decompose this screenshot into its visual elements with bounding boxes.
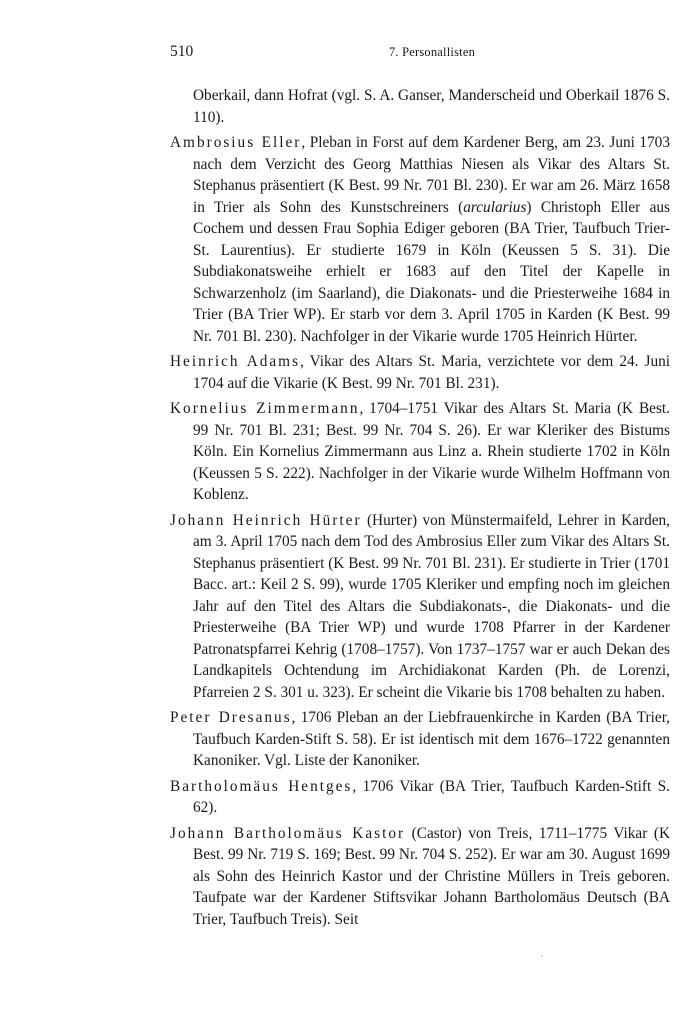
entry-text: , 1706 Vikar (BA Trier, Taufbuch Karden-Stift S. 62). bbox=[193, 777, 670, 816]
entry-text: (Castor) von Treis, 1711–1775 Vikar (K Best. 99 Nr. 719 S. 169; Best. 99 Nr. 704 S. 252). Er war am 30. August 1699 als Sohn des Heinrich Kastor und der Christine Müllers in Treis geboren. Taufpate war der Kardener Stiftsvikar Johann Bartholomäus Deutsch (BA Trier, Taufbuch Treis). Seit bbox=[193, 824, 671, 928]
latin-term: arcularius bbox=[463, 198, 527, 216]
entry-peter-dresanus bbox=[170, 707, 670, 772]
entry-johann-bartholomaeus-kastor bbox=[170, 823, 670, 931]
running-head: 7. Personallisten bbox=[388, 45, 476, 59]
entry-text: , Vikar des Altars St. Maria, verzichtete vor dem 24. Juni 1704 auf die Vikarie (K Best. 99 Nr. 701 Bl. 231). bbox=[193, 353, 670, 392]
page-number: 510 bbox=[170, 43, 194, 60]
entry-text: (Hurter) von Münstermaifeld, Lehrer in Karden, am 3. April 1705 nach dem Tod des Ambrosius Eller zum Vikar des Altars St. Stephanus präsentiert (K Best. 99 Nr. 701 Bl. 231). Er studierte in Trier (1701 Bacc. art.: Keil 2 S. 99), wurde 1705 Kleriker und empfing noch im gleichen Jahr auf den Titel des Altars die Subdiakonats-, die Diakonats- und die Priesterweihe (BA Trier WP) und wurde 1708 Pfarrer in der Kardener Patronatspfarrei Kehrig (1708–1757). Von 1737–1757 war er auch Dekan des Landkapitels Ochtendung im Archidiakonat Karden (Ph. de Lorenzi, Pfarreien 2 S. 301 u. 323). Er scheint die Vikarie bis 1708 behalten zu haben. bbox=[193, 511, 670, 701]
entry-text: , Pleban in Forst auf dem Kardener Berg, am 23. Juni 1703 nach dem Verzicht des Georg Matthias Niesen als Vikar des Altars St. Stephanus präsentiert (K Best. 99 Nr. 701 Bl. 230). Er war am 26. März 1658 in Trier als Sohn des Kunstschreiners ( bbox=[193, 134, 670, 216]
entry-kornelius-zimmermann bbox=[170, 398, 670, 506]
entry-text: Oberkail, dann Hofrat (vgl. S. A. Ganser, Manderscheid und Oberkail 1876 S. 110). bbox=[193, 87, 670, 126]
page-body bbox=[170, 85, 670, 934]
entry-bartholomaeus-hentges bbox=[170, 776, 670, 819]
entry-johann-heinrich-huerter bbox=[170, 510, 670, 704]
entry-name: Heinrich Adams bbox=[170, 353, 301, 370]
entry-text-continued: ) Christoph Eller aus Cochem und dessen Frau Sophia Ediger geboren (BA Trier, Taufbuch Trier-St. Laurentius). Er studierte 1679 in Köln (Keussen 5 S. 31). Die Subdiakonatsweihe erhielt er 1683 auf den Titel der Kapelle in Schwarzenholz (im Saarland), die Diakonats- und die Priesterweihe 1684 in Trier (BA Trier WP). Er starb vor dem 3. April 1705 in Karden (K Best. 99 Nr. 701 Bl. 230). Nachfolger in der Vikarie wurde 1705 Heinrich Hürter. bbox=[193, 198, 670, 345]
entry-heinrich-adams bbox=[170, 351, 670, 394]
entry-text: , 1706 Pleban an der Liebfrauenkirche in Karden (BA Trier, Taufbuch Karden-Stift S. 58). Er ist identisch mit dem 1676–1722 genannten Kanoniker. Vgl. Liste der Kanoniker. bbox=[193, 709, 670, 769]
entry-ambrosius-eller bbox=[170, 132, 670, 347]
entry-continuation bbox=[170, 85, 670, 128]
entry-text: , 1704–1751 Vikar des Altars St. Maria (K Best. 99 Nr. 701 Bl. 231; Best. 99 Nr. 704 S. 26). Er war Kleriker des Bistums Köln. Ein Kornelius Zimmermann aus Linz a. Rhein studierte 1702 in Köln (Keussen 5 S. 222). Nachfolger in der Vikarie wurde Wilhelm Hoffmann von Koblenz. bbox=[193, 400, 670, 503]
entry-name: Johann Heinrich Hürter bbox=[170, 511, 362, 529]
entry-name: Peter Dresanus bbox=[170, 709, 292, 726]
entry-name: Ambrosius Eller bbox=[170, 134, 302, 151]
entry-name: Johann Bartholomäus Kastor bbox=[170, 824, 406, 842]
scan-speck: · bbox=[540, 952, 544, 963]
entry-name: Bartholomäus Hentges bbox=[170, 777, 353, 795]
entry-name: Kornelius Zimmermann bbox=[170, 400, 360, 417]
